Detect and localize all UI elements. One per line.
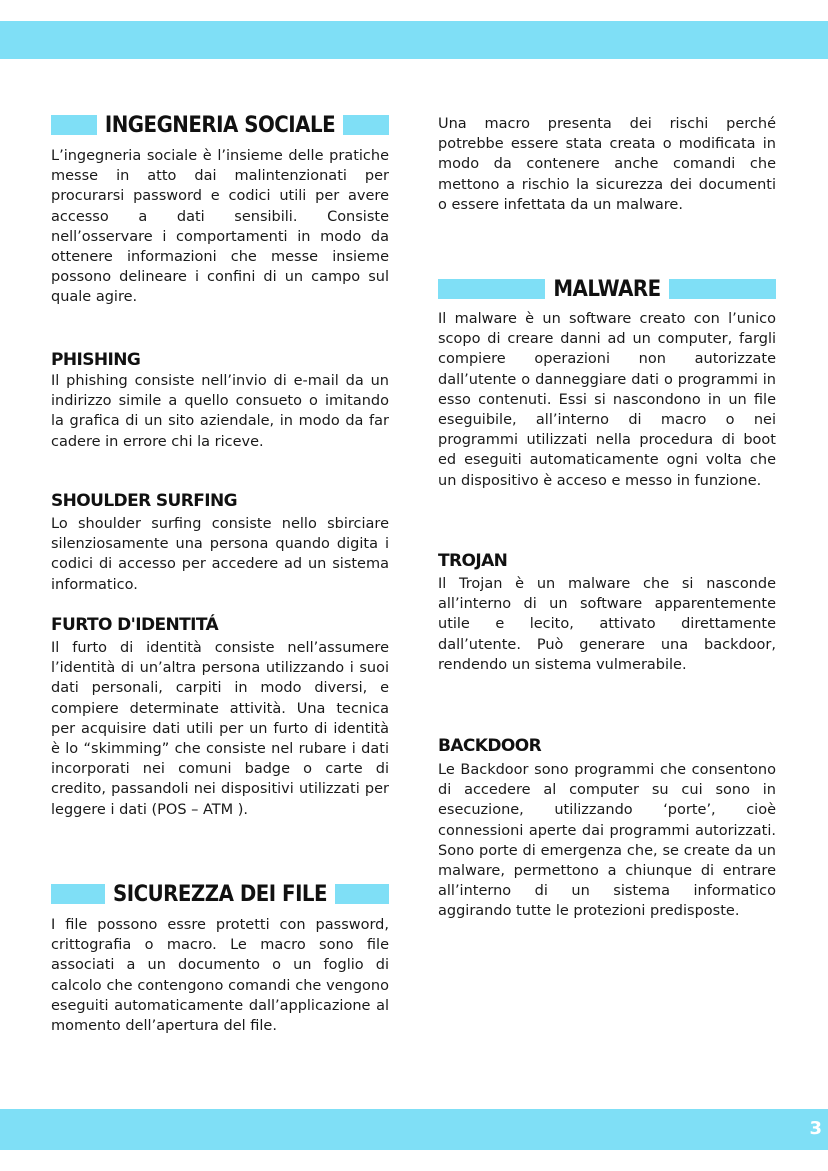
section-heading-social-engineering	[51, 112, 389, 138]
file-security-text: I file possono essre protetti con password, crittografia o macro. Le macro sono file associati a un documento o un foglio di calcolo che contengono comandi che vengono eseguiti automaticamente dall’applicazione al momento dell’apertura del file.	[51, 917, 389, 1035]
top-banner	[0, 21, 828, 59]
shoulder-surfing-text: Lo shoulder surfing consiste nello sbirciare silenziosamente una persona quando digita i codici di accesso per accedere ad un sistema informatico.	[51, 516, 389, 593]
malware-text: Il malware è un software creato con l’unico scopo di creare danni ad un computer, fargli compiere operazioni non autorizzate dall’utente o danneggiare dati o programmi in esso contenuti. Essi si nascondono in un file eseguibile, all’interno di macro o nei programmi utilizzati nella procedura di boot ed eseguiti automaticamente ogni volta che un dispositivo è acceso e messo in funzione.	[438, 311, 776, 489]
macro-text: Una macro presenta dei rischi perché potrebbe essere stata creata o modificata in modo da contenere anche comandi che mettono a rischio la sicurezza dei documenti o essere infettata da un malware.	[438, 116, 776, 213]
trojan-text: Il Trojan è un malware che si nasconde all’interno di un software apparentemente utile e lecito, attivato direttamente dall’utente. Può generare una backdoor, rendendo un sistema vulmerabile.	[438, 576, 776, 673]
section-title: MALWARE	[553, 276, 661, 302]
section-title: SICUREZZA DEI FILE	[112, 881, 328, 907]
heading-accent-bar	[438, 279, 545, 299]
identity-theft-text: Il furto di identità consiste nell’assumere l’identità di un’altra persona utilizzando i suoi dati personali, carpiti in modo diversi, e compiere determinate attività. Una tecnica per acquisire dati utili per un furto di identità è lo “skimming” che consiste nel rubare i dati incorporati nei comuni badge o carte di credito, passandoli nei dispositivi utilizzati per leggere i dati (POS – ATM ).	[51, 640, 389, 818]
social-engineering-text: L’ingegneria sociale è l’insieme delle pratiche messe in atto dai malintenzionati per procurarsi password e codici utili per avere accesso a dati sensibili. Consiste nell’osservare i comportamenti in modo da ottenere informazioni che messe insieme possono delineare i confini di un campo sul quale agire.	[51, 148, 389, 306]
section-title: INGEGNERIA SOCIALE	[104, 112, 336, 138]
backdoor-heading: BACKDOOR	[438, 736, 542, 756]
identity-theft-heading: FURTO D'IDENTITÁ	[51, 615, 219, 635]
heading-accent-bar	[335, 884, 389, 904]
phishing-heading: PHISHING	[51, 350, 141, 370]
heading-accent-bar	[51, 884, 105, 904]
section-heading-malware	[438, 276, 776, 302]
heading-accent-bar	[343, 115, 389, 135]
backdoor-text: Le Backdoor sono programmi che consentono di accedere al computer su cui sono in esecuzione, utilizzando ‘porte’, cioè connessioni aperte dai programmi autorizzati. Sono porte di emergenza che, se create da un malware, permettono a chiunque di entrare all’interno di un sistema informatico aggirando tutte le protezioni predisposte.	[438, 762, 776, 920]
shoulder-surfing-heading: SHOULDER SURFING	[51, 491, 237, 511]
section-heading-file-security	[51, 881, 389, 907]
phishing-text: Il phishing consiste nell’invio di e-mail da un indirizzo simile a quello consueto o imitando la grafica di un sito aziendale, in modo da far cadere in errore chi la riceve.	[51, 373, 389, 450]
page-number: 3	[809, 1118, 822, 1139]
bottom-banner	[0, 1109, 828, 1150]
heading-accent-bar	[669, 279, 776, 299]
trojan-heading: TROJAN	[438, 551, 508, 571]
heading-accent-bar	[51, 115, 97, 135]
